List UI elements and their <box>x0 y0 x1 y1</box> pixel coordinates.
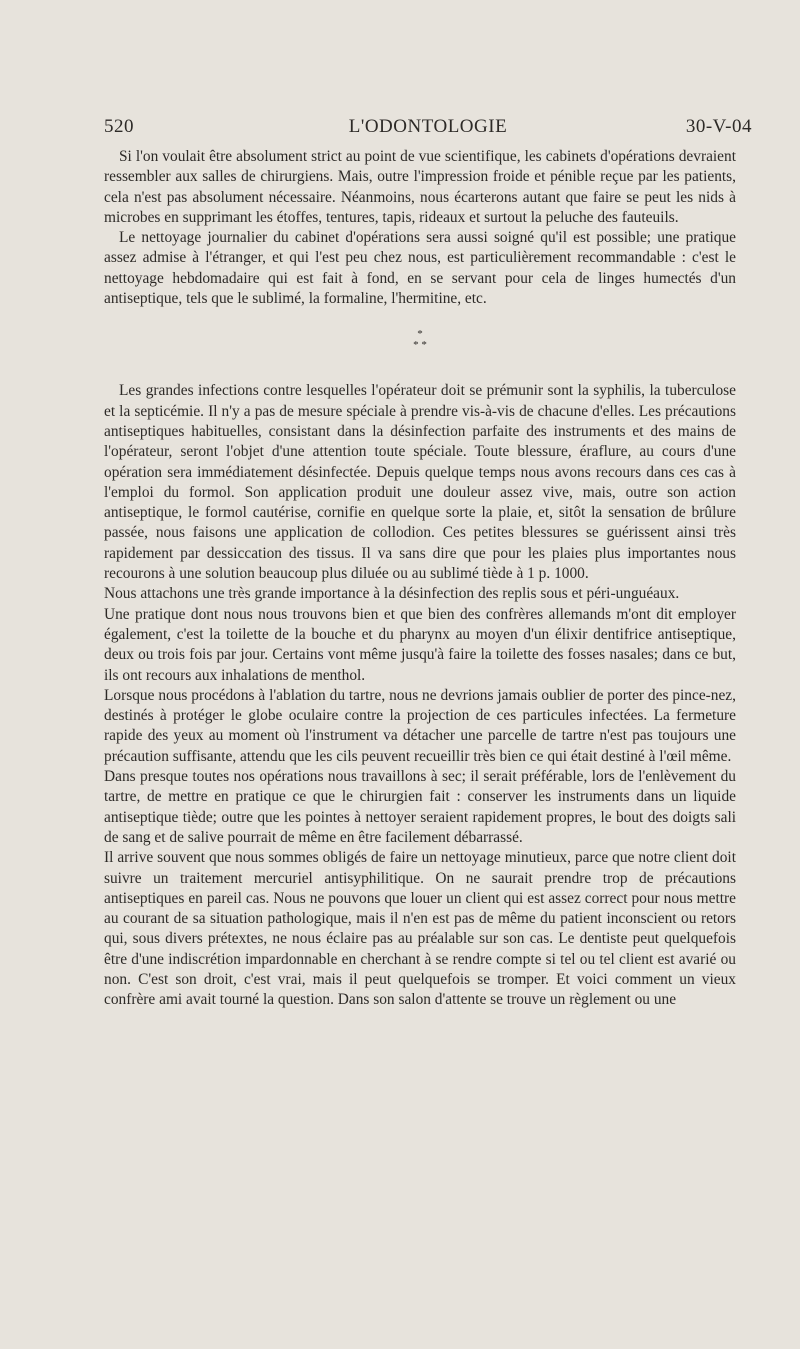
paragraph: Une pratique dont nous nous trouvons bien et que bien des confrères allemands m'ont dit employer également, c'est la toilette de la bouche et du pharynx au moyen d'un élixir dentifrice antiseptique, deux ou trois fois par jour. Certains vont même jusqu'à faire la toilette des fosses nasales; dans ce but, ils ont recours aux inhalations de menthol. <box>104 605 736 684</box>
running-header <box>104 116 752 142</box>
paragraph: Les grandes infections contre lesquelles l'opérateur doit se prémunir sont la syphilis, la tuberculose et la septicémie. Il n'y a pas de mesure spéciale à prendre vis-à-vis de chacune d'elles. Les précautions antiseptiques habituelles, consistant dans la désinfection parfaite des instruments et des mains de l'opérateur, seront l'objet d'une attention toute spéciale. Toute blessure, éraflure, au cours d'une opération sera immédiatement désinfectée. Depuis quelque temps nous avons recours dans ces cas à l'emploi du formol. Son application produit une douleur assez vive, mais, outre son action antiseptique, le formol cautérise, cornifie en quelque sorte la plaie, et, sitôt la sensation de brûlure passée, nous faisons une application de collodion. Ces petites blessures se guérissent ainsi très rapidement par dessiccation des tissus. Il va sans dire que pour les plaies plus importantes nous recourons à une solution beaucoup plus diluée ou au sublimé tiède à 1 p. 1000. <box>104 382 736 583</box>
page-number: 520 <box>104 116 134 137</box>
paragraph: Il arrive souvent que nous sommes obligés de faire un nettoyage minutieux, parce que notre client doit suivre un traitement mercuriel antisyphilitique. On ne saurait prendre trop de précautions antiseptiques en pareil cas. Nous ne pouvons que louer un client qui est assez correct pour nous mettre au courant de sa situation pathologique, mais il n'en est pas de même du patient inconscient ou retors qui, sous divers prétextes, ne nous éclaire pas au préalable sur son cas. Le dentiste peut quelquefois être d'une indiscrétion impardonnable en cherchant à se rendre compte si tel ou tel client est avarié ou non. C'est son droit, c'est vrai, mais il peut quelquefois se tromper. Et voici comment un vieux confrère ami avait tourné la question. Dans son salon d'attente se trouve un règlement ou une <box>104 849 736 1009</box>
section-separator <box>104 329 736 351</box>
article-body <box>104 147 736 1011</box>
paragraph: Lorsque nous procédons à l'ablation du tartre, nous ne devrions jamais oublier de porter des pince-nez, destinés à protéger le globe oculaire contre la projection de ces particules infectées. La fermeture rapide des yeux au moment où l'instrument va détacher une parcelle de tartre n'est pas toujours une précaution suffisante, attendu que les cils peuvent recueillir très bien ce qui était destiné à l'œil même. <box>104 686 736 765</box>
paragraph: Le nettoyage journalier du cabinet d'opérations sera aussi soigné qu'il est possible; une pratique assez admise à l'étranger, et qui l'est peu chez nous, est particulièrement recommandable : c'est le nettoyage hebdomadaire qui est fait à fond, en se servant pour cela de linges humectés d'un antiseptique, tels que le sublimé, la formaline, l'hermitine, etc. <box>104 229 736 308</box>
journal-title: L'ODONTOLOGIE <box>348 116 508 137</box>
separator-star-top: * <box>417 328 423 341</box>
separator-stars-bottom: * * <box>413 339 427 352</box>
paragraph: Dans presque toutes nos opérations nous travaillons à sec; il serait préférable, lors de l'enlèvement du tartre, de mettre en pratique ce que le chirurgien fait : conserver les instruments dans un liquide antiseptique tiède; outre que les pointes à nettoyer seraient rapidement propres, le bout des doigts sali de sang et de salive pourrait de même en être facilement débarrassé. <box>104 768 736 846</box>
issue-date: 30-V-04 <box>685 116 752 137</box>
paragraph: Nous attachons une très grande importance à la désinfection des replis sous et péri-unguéaux. <box>104 585 680 603</box>
paragraph: Si l'on voulait être absolument strict au point de vue scientifique, les cabinets d'opérations devraient ressembler aux salles de chirurgiens. Mais, outre l'impression froide et pénible reçue par les patients, cela n'est pas absolument nécessaire. Néanmoins, nous écarterons autant que faire se peut les nids à microbes en supprimant les étoffes, tentures, tapis, rideaux et surtout la peluche des fauteuils. <box>104 148 736 226</box>
